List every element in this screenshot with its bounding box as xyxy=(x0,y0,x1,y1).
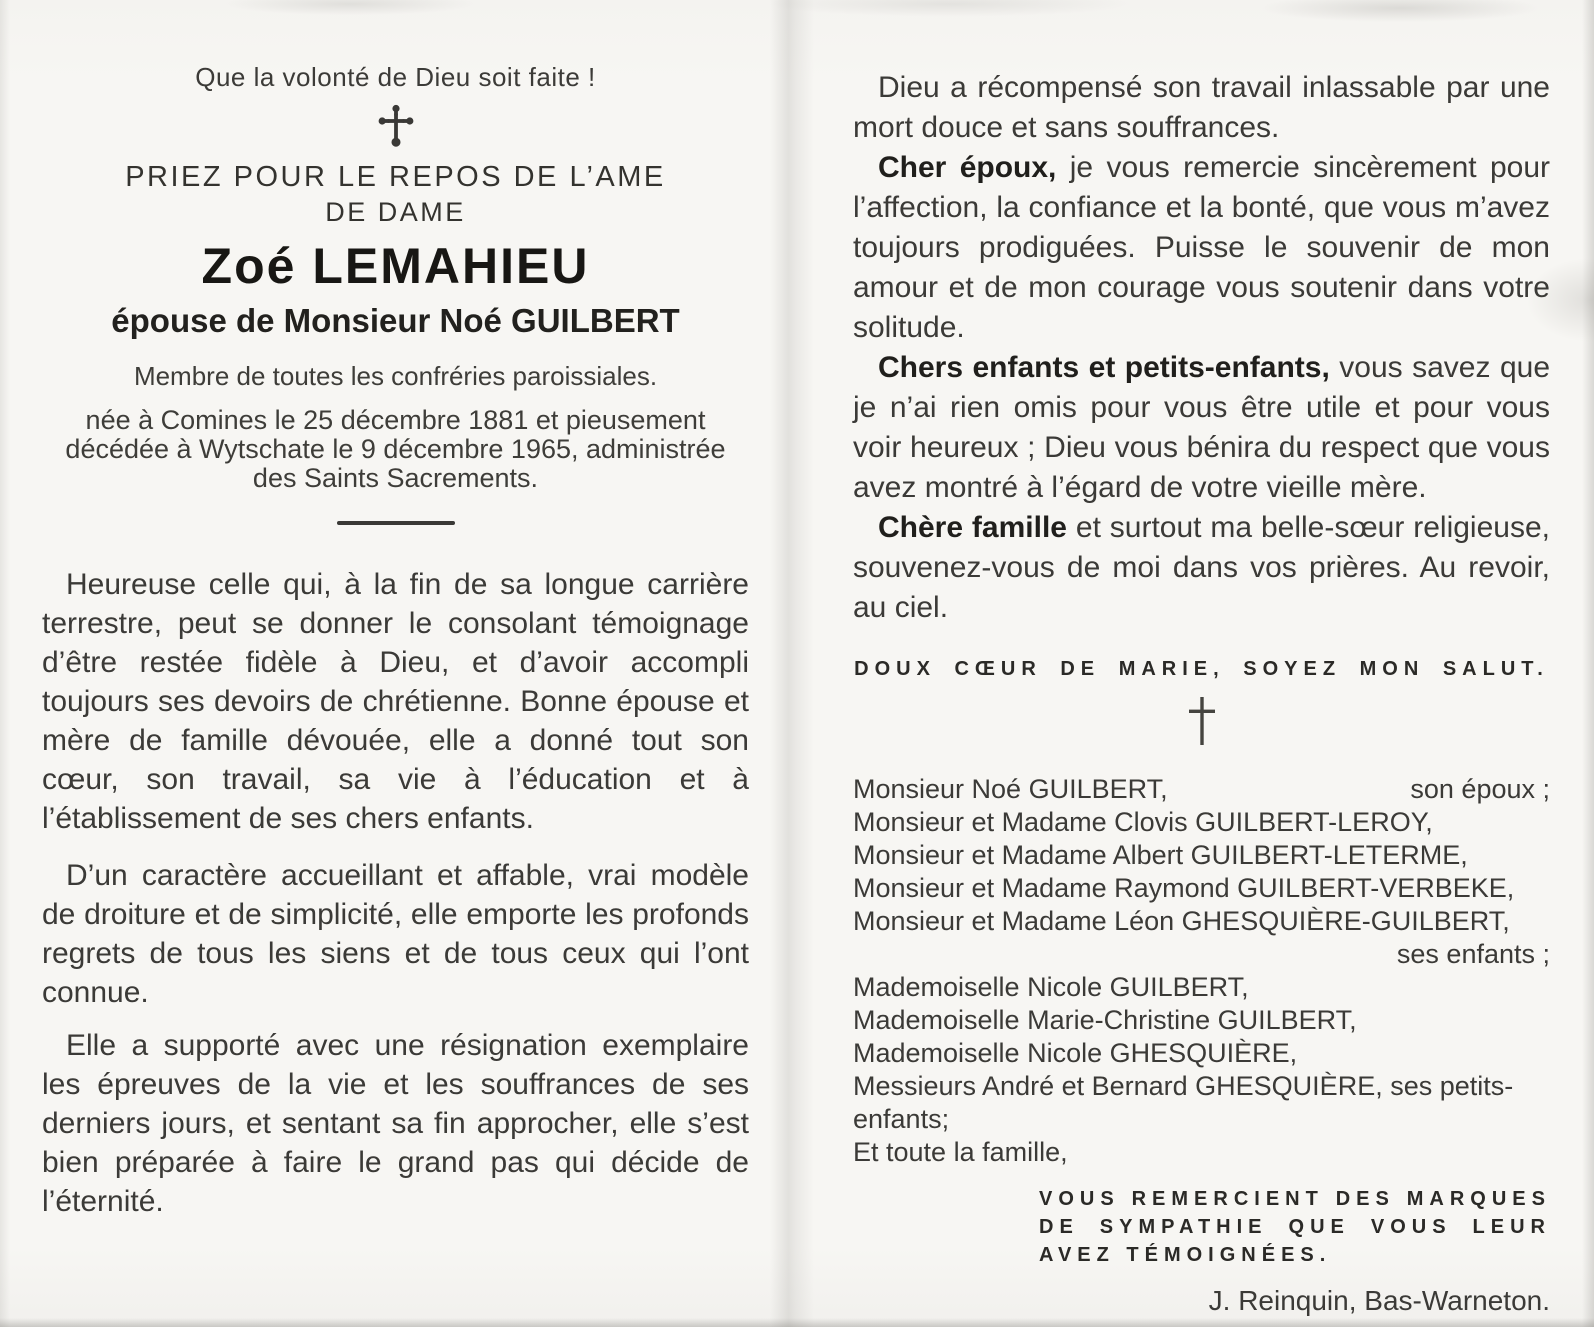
family-row xyxy=(853,872,1550,905)
paragraph-text: je vous remercie sincèrement pour l’affection, la confiance et la bonté, que vous m’avez toujours prodiguées. Puisse le souvenir de mon amour et de mon courage vous soutenir dans votre solitude. xyxy=(853,151,1550,344)
family-relation-label xyxy=(1357,1004,1550,1037)
family-row xyxy=(853,839,1550,872)
scan-edge-right xyxy=(1582,0,1594,1327)
membership-line: Membre de toutes les confréries paroissiales. xyxy=(133,361,658,391)
acknowledgement-line: AVEZ TÉMOIGNÉES. xyxy=(1039,1244,1332,1266)
biography-text xyxy=(42,565,749,1221)
family-member-name: Monsieur Noé GUILBERT, xyxy=(853,774,1168,804)
farewell-paragraph xyxy=(853,68,1550,148)
family-relation-label xyxy=(1433,806,1550,839)
family-relation-label xyxy=(1514,872,1550,905)
biography-paragraph: Elle a supporté avec une résignation exemplaire les épreuves de la vie et les souffrances de ses derniers jours, et sentant sa fin approcher, elle s’est bien préparée à faire le grand pas qui décide de l’éternité. xyxy=(42,1029,749,1218)
family-member-name: Monsieur et Madame Léon GHESQUIÈRE-GUILBERT, xyxy=(853,906,1510,936)
birth-death-details: née à Comines le 25 décembre 1881 et pieusement décédée à Wytschate le 9 décembre 1965, administrée des Saints Sacrements. xyxy=(65,405,726,493)
printer-credit: J. Reinquin, Bas-Warneton. xyxy=(1208,1285,1550,1316)
farewell-paragraph xyxy=(853,508,1550,628)
family-row xyxy=(853,1136,1550,1169)
biography-paragraph: Heureuse celle qui, à la fin de sa longue carrière terrestre, peut se donner le consolant témoignage d’être restée fidèle à Dieu, et d’avoir accompli toujours ses devoirs de chrétienne. Bonne épouse et mère de famille dévouée, elle a donné tout son cœur, son travail, sa vie à l’éducation et à l’établissement de ses chers enfants. xyxy=(42,568,749,835)
family-member-name: Monsieur et Madame Clovis GUILBERT-LEROY, xyxy=(853,807,1433,837)
family-relation-label xyxy=(1068,1136,1550,1169)
family-relation-label xyxy=(1297,1037,1550,1070)
deceased-name: Zoé LEMAHIEU xyxy=(201,238,590,294)
paragraph-text: vous savez que je n’ai rien omis pour vous être utile et pour vous voir heureux ; Dieu vous bénira du respect que vous avez montré à l’égard de votre vieille mère. xyxy=(853,351,1551,504)
acknowledgement-line: VOUS REMERCIENT DES MARQUES xyxy=(1039,1188,1551,1210)
pray-line-1: PRIEZ POUR LE REPOS DE L’AME xyxy=(125,161,666,193)
divider-rule xyxy=(337,521,455,525)
family-row xyxy=(853,971,1550,1004)
family-member-name: Et toute la famille, xyxy=(853,1137,1068,1167)
family-relation-label: ses enfants ; xyxy=(1396,939,1550,969)
budded-cross-icon xyxy=(376,104,416,148)
farewell-paragraph xyxy=(853,348,1550,508)
family-row xyxy=(853,905,1550,938)
family-member-name: Monsieur et Madame Albert GUILBERT-LETERME, xyxy=(853,840,1468,870)
family-relation-label xyxy=(1249,971,1550,1004)
scan-edge-left xyxy=(0,0,10,1327)
paragraph-lead: Cher époux, xyxy=(878,151,1057,184)
right-page xyxy=(797,0,1594,1327)
family-row xyxy=(853,806,1550,839)
paragraph-text: Dieu a récompensé son travail inlassable par une mort douce et sans souffrances. xyxy=(853,71,1550,144)
fold-shadow xyxy=(770,0,814,1327)
family-row xyxy=(853,1037,1550,1070)
family-member-name: Monsieur et Madame Raymond GUILBERT-VERBEKE, xyxy=(853,873,1515,903)
motto-line: Que la volonté de Dieu soit faite ! xyxy=(195,62,596,92)
family-member-name: Mademoiselle Marie-Christine GUILBERT, xyxy=(853,1005,1357,1035)
latin-cross-icon xyxy=(1185,695,1219,747)
farewell-text xyxy=(853,68,1550,628)
paragraph-lead: Chers enfants et petits-enfants, xyxy=(878,351,1330,384)
acknowledgement-line: DE SYMPATHIE QUE VOUS LEUR xyxy=(1039,1216,1551,1238)
family-row xyxy=(853,938,1550,971)
family-row xyxy=(853,773,1550,806)
invocation-line: DOUX CŒUR DE MARIE, SOYEZ MON SALUT. xyxy=(854,658,1549,680)
spouse-line: épouse de Monsieur Noé GUILBERT xyxy=(111,302,680,339)
farewell-paragraph xyxy=(853,148,1550,348)
family-relation-label: son époux ; xyxy=(1410,774,1550,804)
acknowledgement-block xyxy=(1039,1185,1551,1269)
family-row xyxy=(853,1070,1550,1136)
family-relation-label xyxy=(1510,905,1550,938)
paragraph-text: et surtout ma belle-sœur religieuse, souvenez-vous de moi dans vos prières. Au revoir, au ciel. xyxy=(853,511,1550,624)
paragraph-lead: Chère famille xyxy=(878,511,1067,544)
family-list xyxy=(853,773,1550,1169)
biography-paragraph: D’un caractère accueillant et affable, vrai modèle de droiture et de simplicité, elle emporte les profonds regrets de tous les siens et de tous ceux qui l’ont connue. xyxy=(42,859,749,1009)
family-relation-label xyxy=(1468,839,1550,872)
family-row xyxy=(853,1004,1550,1037)
family-member-name: Mademoiselle Nicole GHESQUIÈRE, xyxy=(853,1038,1298,1068)
pray-line-2: DE DAME xyxy=(325,197,466,227)
scan-edge-bottom xyxy=(0,1318,1594,1327)
family-member-name: Mademoiselle Nicole GUILBERT, xyxy=(853,972,1249,1002)
family-member-name: Messieurs André et Bernard GHESQUIÈRE, ses petits-enfants; xyxy=(853,1071,1514,1134)
